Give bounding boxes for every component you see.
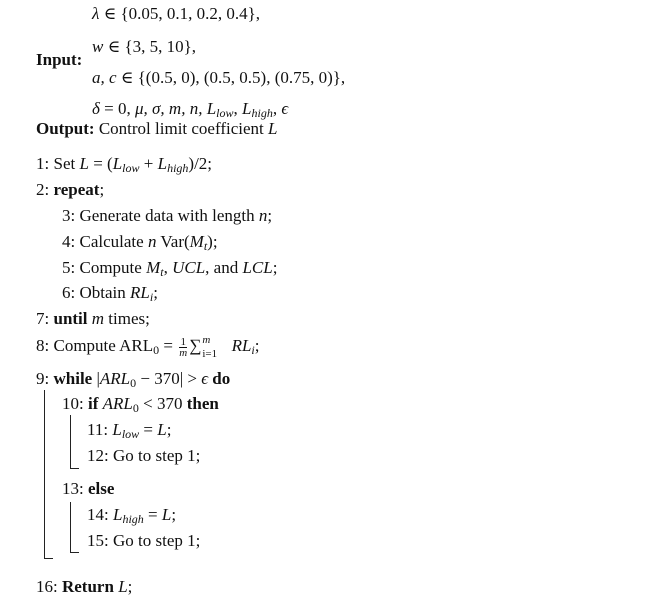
sub: t — [203, 239, 208, 253]
mid: − 370| > — [136, 369, 202, 388]
var-rl: RL — [130, 283, 150, 302]
step-11 — [87, 420, 171, 440]
step-number: 4: — [62, 232, 76, 251]
denominator: m — [179, 346, 188, 359]
step-2 — [36, 180, 104, 200]
if-block-bracket — [70, 415, 79, 469]
mid: Var( — [156, 232, 190, 251]
var-M: M — [146, 258, 161, 277]
tail: ; — [127, 577, 133, 596]
tail: )/2; — [188, 154, 213, 173]
step-text: Compute ARL — [53, 336, 154, 355]
step-14 — [87, 505, 176, 525]
output-line — [36, 119, 277, 139]
step-number: 2: — [36, 180, 50, 199]
op: = ( — [88, 154, 113, 173]
while-block-bracket — [44, 390, 53, 559]
var-L: L — [157, 420, 167, 439]
rest-vars: μ, σ, m, n, — [135, 99, 207, 118]
var-M: M — [189, 232, 204, 251]
input-label: Input: — [36, 50, 83, 69]
step-number: 10: — [62, 394, 84, 413]
var-arl: ARL — [99, 369, 131, 388]
op: = — [159, 336, 178, 355]
step-text: Compute — [79, 258, 147, 277]
step-7 — [36, 309, 150, 329]
step-12 — [87, 446, 200, 466]
step-number: 7: — [36, 309, 50, 328]
step-text: Calculate — [79, 232, 148, 251]
sep: , — [233, 99, 243, 118]
sum-limits — [201, 334, 227, 360]
tail: ; — [99, 180, 105, 199]
sub: t — [160, 265, 164, 279]
var: n — [258, 206, 268, 225]
sub: 0 — [153, 343, 160, 357]
var: δ — [92, 99, 100, 118]
sub: low — [121, 427, 140, 441]
step-5 — [62, 258, 277, 278]
step-text: Set — [53, 154, 80, 173]
rel: ∈ — [116, 68, 138, 87]
var: L — [118, 577, 128, 596]
step-13 — [62, 479, 114, 499]
var-L: L — [157, 154, 168, 173]
mid: < 370 — [138, 394, 187, 413]
sum-lower: i=1 — [202, 348, 218, 360]
step-number: 3: — [62, 206, 76, 225]
tail: ; — [254, 336, 260, 355]
numerator: 1 — [180, 335, 186, 348]
step-number: 12: — [87, 446, 109, 465]
tail: ); — [207, 232, 218, 251]
value: {0.05, 0.1, 0.2, 0.4}, — [120, 4, 261, 23]
output-text: Control limit coefficient — [98, 119, 269, 138]
input-delta — [92, 99, 288, 119]
tail: ; — [272, 258, 278, 277]
keyword: else — [87, 479, 115, 498]
value: {(0.5, 0), (0.5, 0.5), (0.75, 0)}, — [137, 68, 346, 87]
step-15 — [87, 531, 200, 551]
epsilon: ϵ — [201, 369, 209, 388]
var-L: L — [112, 420, 122, 439]
step-number: 11: — [87, 420, 109, 439]
sub: low — [122, 161, 140, 175]
else-block-bracket — [70, 502, 79, 553]
step-number: 1: — [36, 154, 50, 173]
keyword: until — [53, 309, 88, 328]
step-4 — [62, 232, 218, 252]
step-text: Go to step 1; — [112, 446, 201, 465]
var-L: L — [161, 505, 172, 524]
step-number: 8: — [36, 336, 50, 355]
rel: = — [99, 99, 118, 118]
op: + — [139, 154, 158, 173]
tail: times; — [104, 309, 150, 328]
sub: i — [251, 343, 255, 357]
step-9 — [36, 369, 230, 389]
rel: ∈ — [103, 37, 125, 56]
step-1 — [36, 154, 212, 174]
keyword: do — [208, 369, 231, 388]
input-ac — [92, 68, 345, 88]
sub-high: high — [251, 106, 273, 120]
step-3 — [62, 206, 272, 226]
step-16 — [36, 577, 132, 597]
sum-symbol: ∑ — [189, 336, 202, 355]
var-L: L — [79, 154, 89, 173]
input-w — [92, 37, 196, 57]
var-arl: ARL — [102, 394, 133, 413]
l-high: L — [242, 99, 252, 118]
tail: ; — [171, 505, 177, 524]
step-number: 9: — [36, 369, 50, 388]
keyword: Return — [61, 577, 114, 596]
step-number: 5: — [62, 258, 76, 277]
tail: ; — [153, 283, 158, 302]
var: λ — [92, 4, 100, 23]
sub: 0 — [130, 376, 137, 390]
epsilon: ϵ — [281, 99, 289, 118]
tail: ; — [267, 206, 273, 225]
var: n — [147, 232, 157, 251]
step-text: Go to step 1; — [112, 531, 201, 550]
sub: high — [122, 512, 144, 526]
value: 0, — [118, 99, 135, 118]
step-number: 16: — [36, 577, 58, 596]
var: w — [92, 37, 104, 56]
step-6 — [62, 283, 158, 303]
step-text: Obtain — [79, 283, 131, 302]
keyword: if — [87, 394, 99, 413]
fraction — [179, 337, 187, 358]
var-L: L — [112, 154, 123, 173]
sep: , — [272, 99, 282, 118]
sub-low: low — [216, 106, 234, 120]
value: {3, 5, 10}, — [124, 37, 197, 56]
step-10 — [62, 394, 219, 414]
var: m — [91, 309, 105, 328]
keyword: repeat — [53, 180, 100, 199]
step-8 — [36, 336, 259, 358]
step-number: 13: — [62, 479, 84, 498]
mid: , and — [205, 258, 243, 277]
l-low: L — [206, 99, 217, 118]
op: = — [143, 505, 162, 524]
sum-upper: m — [202, 334, 211, 346]
output-label: Output: — [36, 119, 95, 138]
abs: | — [92, 369, 100, 388]
step-number: 6: — [62, 283, 76, 302]
step-number: 15: — [87, 531, 109, 550]
var-rl: RL — [231, 336, 252, 355]
keyword: then — [186, 394, 219, 413]
step-number: 14: — [87, 505, 109, 524]
var-lcl: LCL — [242, 258, 273, 277]
var-ucl: UCL — [172, 258, 206, 277]
var: a, c — [92, 68, 117, 87]
tail: ; — [166, 420, 172, 439]
sub: 0 — [132, 401, 139, 415]
mid: , — [163, 258, 173, 277]
keyword: while — [53, 369, 93, 388]
sub: i — [149, 290, 154, 304]
sub: high — [167, 161, 189, 175]
input-lambda — [92, 4, 260, 24]
rel: ∈ — [99, 4, 121, 23]
op: = — [139, 420, 158, 439]
output-var: L — [268, 119, 278, 138]
step-text: Generate data with length — [79, 206, 259, 225]
var-L: L — [112, 505, 123, 524]
